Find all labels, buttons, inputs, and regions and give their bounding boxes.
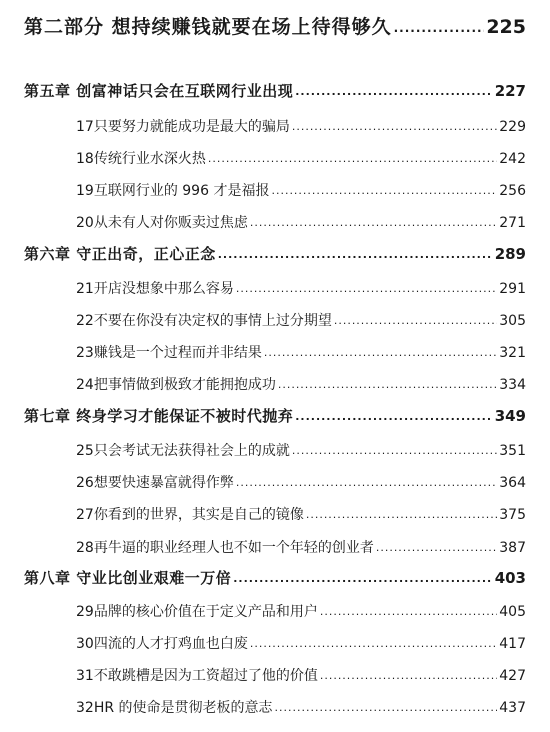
toc-page-number: 271 — [499, 215, 526, 231]
toc-page-number: 427 — [499, 668, 526, 684]
toc-chapter-title: 第八章 守业比创业艰难一万倍 — [24, 569, 232, 587]
toc-page-number: 305 — [499, 313, 526, 329]
toc-section-title: 想要快速暴富就得作弊 — [93, 475, 234, 491]
toc-section-entry[interactable] — [76, 504, 526, 524]
leader-dots — [334, 314, 497, 327]
toc-chapter-title: 第六章 守正出奇，正心正念 — [24, 245, 216, 263]
toc-section-title: 开店没想象中那么容易 — [93, 281, 234, 297]
toc-section-entry[interactable] — [76, 374, 526, 394]
toc-section-title: 只会考试无法获得社会上的成就 — [93, 443, 290, 459]
leader-dots — [236, 476, 497, 489]
toc-section-title: 把事情做到极致才能拥抱成功 — [93, 377, 276, 393]
toc-section-title: 你看到的世界，其实是自己的镜像 — [93, 507, 304, 523]
toc-section-number: 25 — [76, 443, 94, 459]
toc-section-number: 17 — [76, 119, 94, 135]
toc-section-number: 32 — [76, 700, 94, 716]
leader-dots — [236, 282, 497, 295]
toc-section-entry[interactable] — [76, 697, 526, 717]
toc-section-entry[interactable] — [76, 440, 526, 460]
leader-dots — [292, 444, 497, 457]
toc-chapter-title: 第五章 创富神话只会在互联网行业出现 — [24, 82, 294, 100]
leader-dots — [376, 541, 497, 554]
leader-dots — [394, 21, 485, 35]
toc-section-entry[interactable] — [76, 212, 526, 232]
leader-dots — [264, 346, 497, 359]
toc-page-number: 321 — [499, 345, 526, 361]
toc-section-title: 从未有人对你贩卖过焦虑 — [93, 215, 248, 231]
toc-section-number: 30 — [76, 636, 94, 652]
toc-section-entry[interactable] — [76, 472, 526, 492]
toc-section-title: 只要努力就能成功是最大的骗局 — [93, 119, 290, 135]
toc-page-number: 387 — [499, 540, 526, 556]
toc-section-number: 20 — [76, 215, 94, 231]
toc-section-title: 传统行业水深火热 — [93, 151, 206, 167]
toc-page-number: 375 — [499, 507, 526, 523]
toc-section-entry[interactable] — [76, 537, 526, 557]
toc-page-number: 364 — [499, 475, 526, 491]
leader-dots — [218, 248, 493, 261]
leader-dots — [320, 605, 497, 618]
toc-page-number: 225 — [486, 16, 526, 38]
leader-dots — [278, 378, 497, 391]
toc-section-entry[interactable] — [76, 310, 526, 330]
toc-section-title: 赚钱是一个过程而并非结果 — [93, 345, 262, 361]
toc-section-number: 24 — [76, 377, 94, 393]
toc-page-number: 229 — [499, 119, 526, 135]
leader-dots — [292, 120, 497, 133]
toc-section-title: 不要在你没有决定权的事情上过分期望 — [93, 313, 332, 329]
toc-page-number: 403 — [494, 569, 526, 587]
toc-page-number: 417 — [499, 636, 526, 652]
toc-chapter-entry[interactable] — [24, 80, 526, 101]
toc-chapter-entry[interactable] — [24, 405, 526, 426]
toc-page-number: 291 — [499, 281, 526, 297]
leader-dots — [250, 637, 497, 650]
toc-chapter-title: 第七章 终身学习才能保证不被时代抛弃 — [24, 407, 294, 425]
toc-section-entry[interactable] — [76, 601, 526, 621]
toc-section-entry[interactable] — [76, 180, 526, 200]
toc-section-entry[interactable] — [76, 665, 526, 685]
toc-chapter-entry[interactable] — [24, 567, 526, 588]
toc-page-number: 256 — [499, 183, 526, 199]
toc-page-number: 289 — [494, 245, 526, 263]
toc-section-entry[interactable] — [76, 633, 526, 653]
toc-section-number: 23 — [76, 345, 94, 361]
toc-section-number: 19 — [76, 183, 94, 199]
leader-dots — [250, 216, 497, 229]
leader-dots — [271, 184, 497, 197]
toc-page-number: 242 — [499, 151, 526, 167]
toc-page-number: 351 — [499, 443, 526, 459]
toc-section-title: 品牌的核心价值在于定义产品和用户 — [93, 604, 318, 620]
toc-section-number: 27 — [76, 507, 94, 523]
leader-dots — [233, 572, 492, 585]
leader-dots — [306, 508, 497, 521]
leader-dots — [295, 410, 492, 423]
toc-section-title: 四流的人才打鸡血也白废 — [93, 636, 248, 652]
toc-section-title: 再牛逼的职业经理人也不如一个年轻的创业者 — [93, 540, 374, 556]
toc-section-number: 26 — [76, 475, 94, 491]
toc-page-number: 334 — [499, 377, 526, 393]
toc-section-entry[interactable] — [76, 278, 526, 298]
toc-section-number: 28 — [76, 540, 94, 556]
leader-dots — [320, 669, 497, 682]
toc-page-number: 437 — [499, 700, 526, 716]
toc-chapter-entry[interactable] — [24, 243, 526, 264]
toc-section-entry[interactable] — [76, 148, 526, 168]
toc-section-number: 31 — [76, 668, 94, 684]
toc-page-number: 227 — [494, 82, 526, 100]
leader-dots — [295, 85, 492, 98]
toc-section-number: 29 — [76, 604, 94, 620]
toc-section-title: 不敢跳槽是因为工资超过了他的价值 — [93, 668, 318, 684]
toc-section-number: 18 — [76, 151, 94, 167]
toc-page-number: 349 — [494, 407, 526, 425]
toc-section-title: 互联网行业的 996 才是福报 — [93, 183, 270, 199]
toc-page-number: 405 — [499, 604, 526, 620]
toc-section-title: HR 的使命是贯彻老板的意志 — [93, 700, 273, 716]
toc-section-entry[interactable] — [76, 116, 526, 136]
toc-part-title: 第二部分 想持续赚钱就要在场上待得够久 — [24, 16, 392, 38]
toc-section-number: 22 — [76, 313, 94, 329]
toc-section-entry[interactable] — [76, 342, 526, 362]
toc-part-entry[interactable] — [24, 12, 526, 39]
leader-dots — [208, 152, 497, 165]
leader-dots — [275, 701, 498, 714]
toc-section-number: 21 — [76, 281, 94, 297]
